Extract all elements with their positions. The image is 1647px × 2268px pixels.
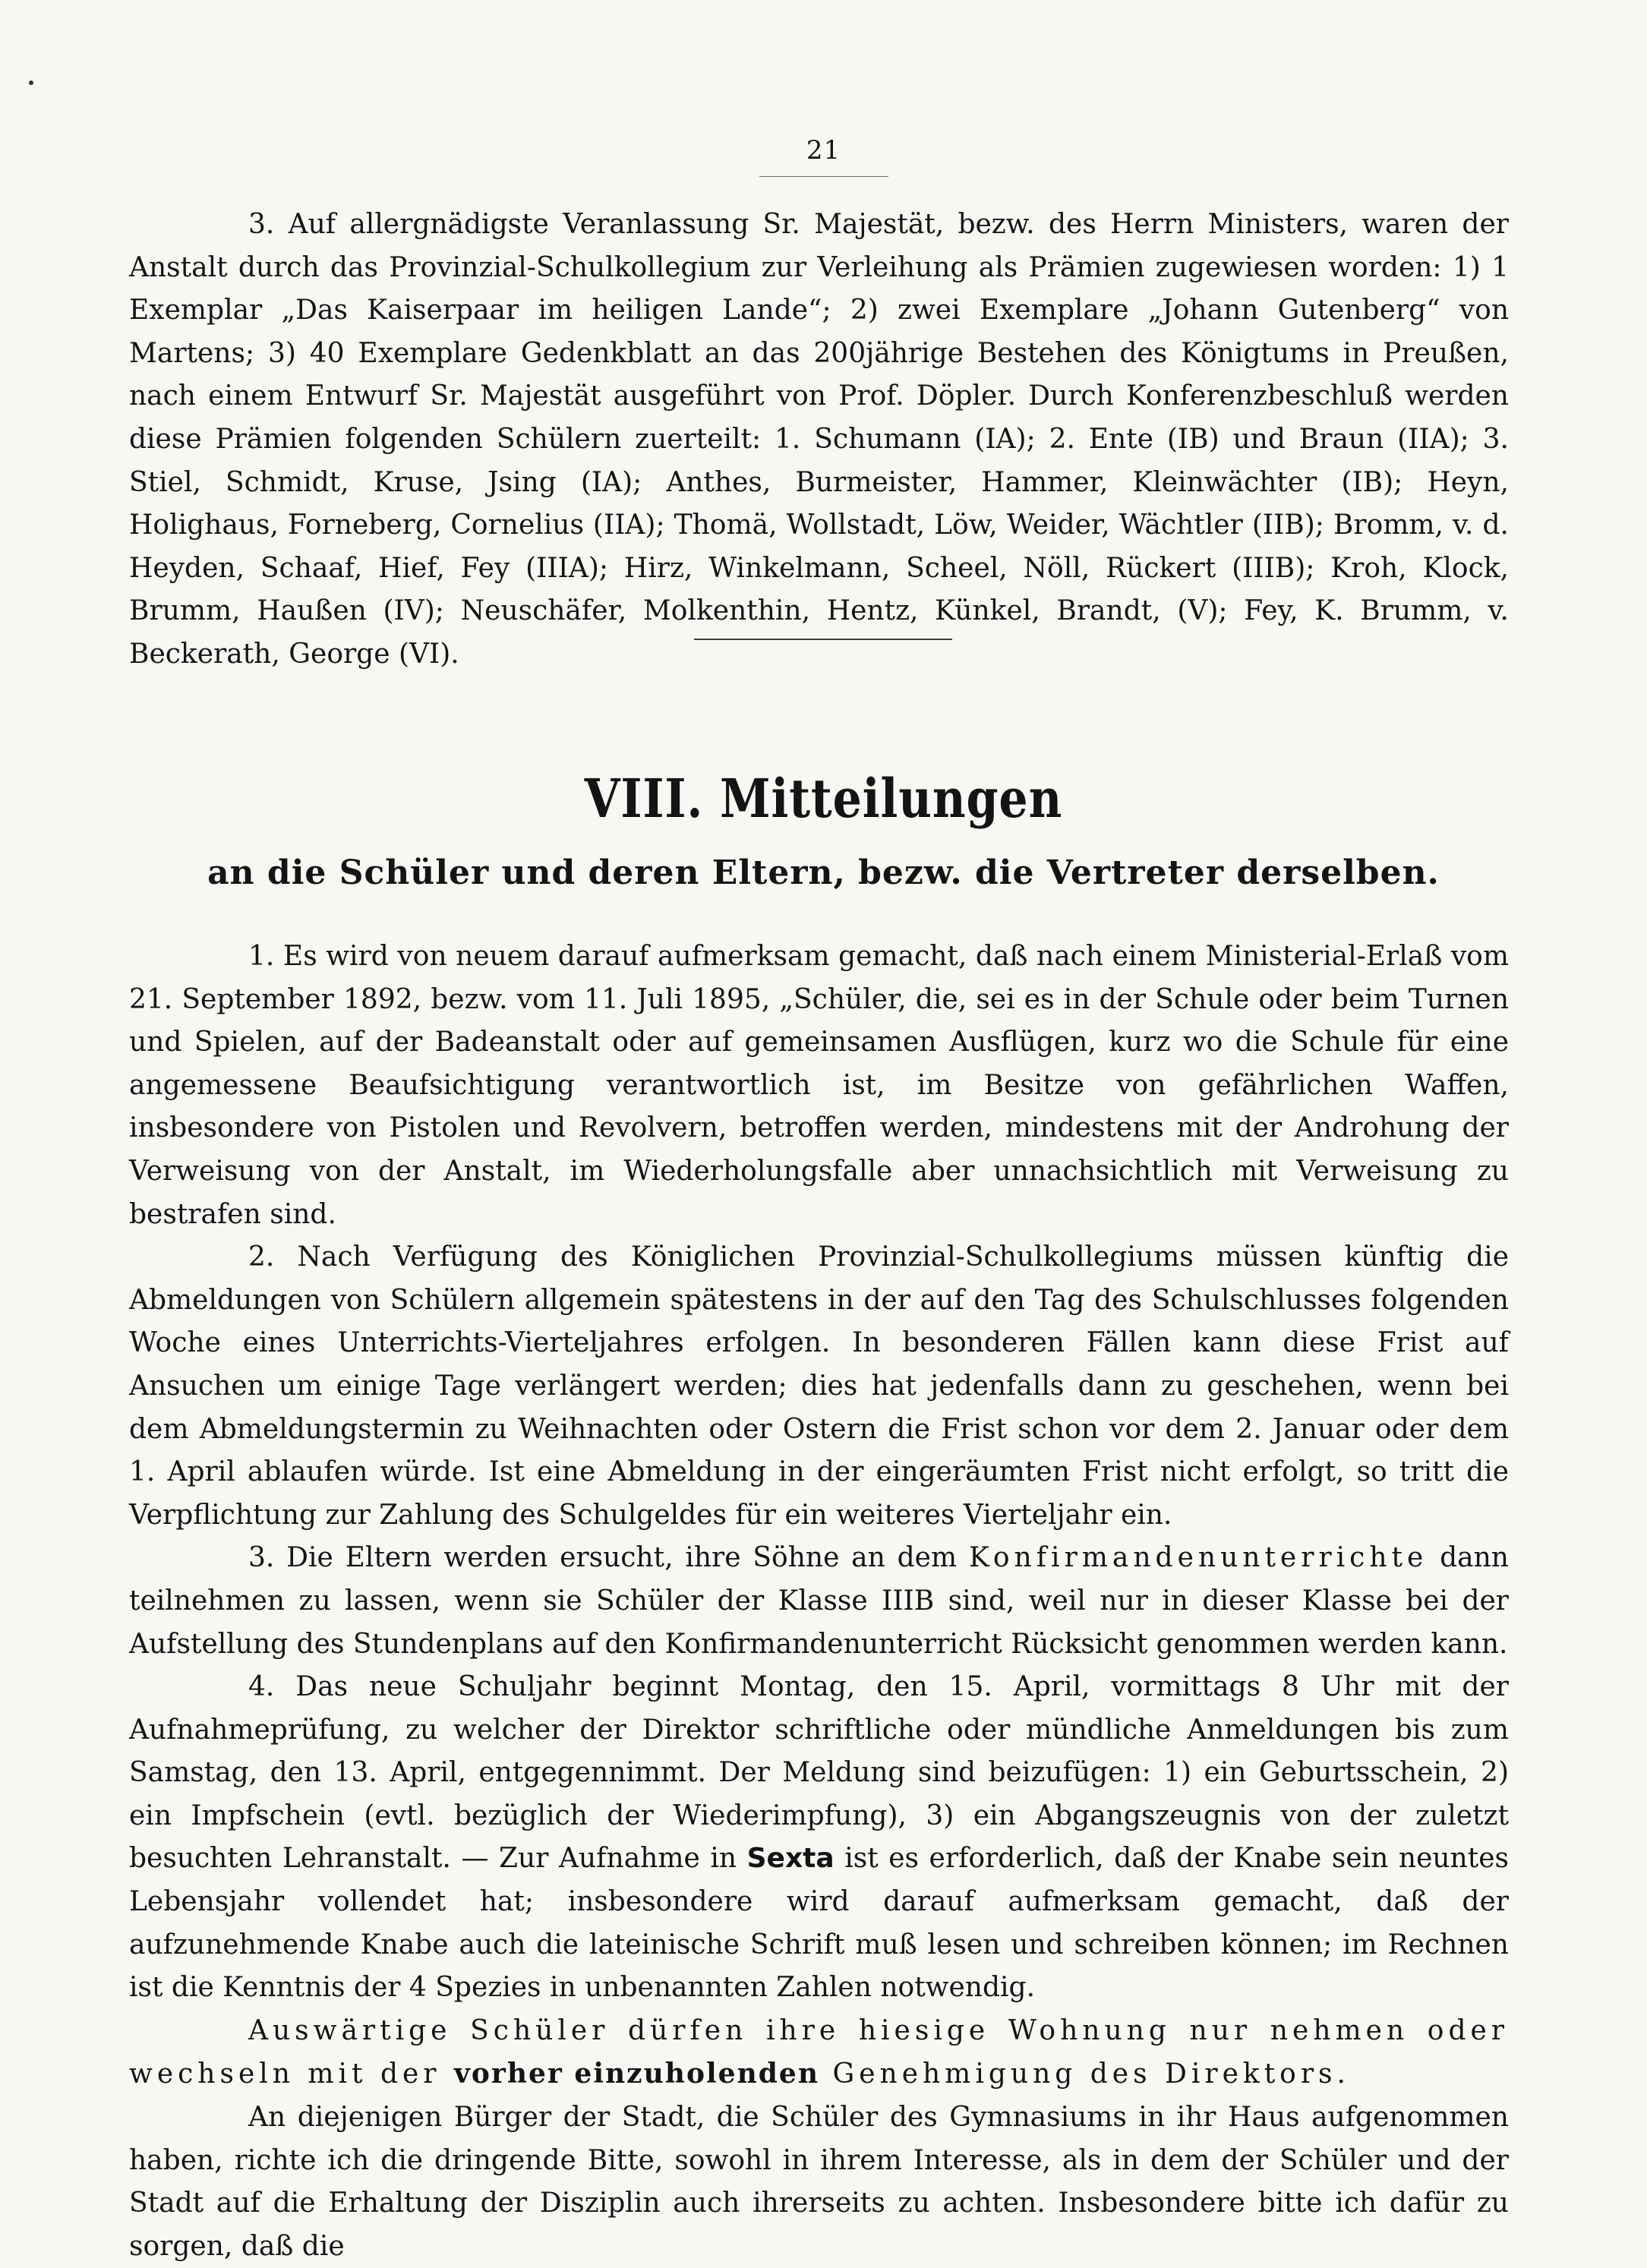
notice-5-text-b: Genehmigung des Direktors. (819, 2058, 1350, 2090)
notice-3-text-a: 3. Die Eltern werden ersucht, ihre Söhne an dem (248, 1542, 969, 1574)
notice-4 (129, 1666, 1509, 2010)
page-number-rule (759, 176, 888, 177)
awards-section (129, 203, 1509, 677)
notice-5-text-a: Auswärtige Schüler dürfen ihre hiesige Wohnung nur nehmen oder wechseln mit der (129, 2014, 1509, 2090)
notice-3-text-b: dann teilnehmen zu lassen, wenn sie Schüler der Klasse IIIB sind, weil nur in dieser Klasse bei der Aufstellung des Stundenplans auf den Konfirmandenunterricht Rücksicht genommen werden kann. (129, 1542, 1509, 1660)
notice-4-text-a: 4. Das neue Schuljahr beginnt Montag, den 15. April, vormittags 8 Uhr mit der Aufnahmeprüfung, zu welcher der Direktor schriftliche oder mündliche Anmeldungen bis zum Samstag, den 13. April, entgegennimmt. Der Meldung sind beizufügen: 1) ein Geburtsschein, 2) ein Impfschein (evtl. bezüglich der Wiederimpfung), 3) ein Abgangszeugnis von der zuletzt besuchten Lehranstalt. — Zur Aufnahme in (129, 1671, 1509, 1875)
notice-3-emphasis: Konfirmandenunterrichte (968, 1542, 1428, 1574)
notice-4-sexta: Sexta (746, 1843, 835, 1875)
notice-4-text-b: ist es erforderlich, daß der Knabe sein neuntes Lebensjahr vollendet hat; insbesondere wird darauf aufmerksam gemacht, daß der aufzunehmende Knabe auch die lateinische Schrift muß lesen und schreiben können; im Rechnen ist die Kenntnis der 4 Spezies in unbenannten Zahlen notwendig. (129, 1843, 1509, 2004)
awards-paragraph: 3. Auf allergnädigste Veranlassung Sr. Majestät, bezw. des Herrn Ministers, waren der Anstalt durch das Provinzial-Schulkollegium zur Verleihung als Prämien zugewiesen worden: 1) 1 Exemplar „Das Kaiserpaar im heiligen Lande“; 2) zwei Exemplare „Johann Gutenberg“ von Martens; 3) 40 Exemplare Gedenkblatt an das 200jährige Bestehen des Königtums in Preußen, nach einem Entwurf Sr. Majestät ausgeführt von Prof. Döpler. Durch Konferenzbeschluß werden diese Prämien folgenden Schülern zuerteilt: 1. Schumann (IA); 2. Ente (IB) und Braun (IIA); 3. Stiel, Schmidt, Kruse, Jsing (IA); Anthes, Burmeister, Hammer, Kleinwächter (IB); Heyn, Holighaus, Forneberg, Cornelius (IIA); Thomä, Wollstadt, Löw, Weider, Wächtler (IIB); Bromm, v. d. Heyden, Schaaf, Hief, Fey (IIIA); Hirz, Winkelmann, Scheel, Nöll, Rückert (IIIB); Kroh, Klock, Brumm, Haußen (IV); Neuschäfer, Molkenthin, Hentz, Künkel, Brandt, (V); Fey, K. Brumm, v. Beckerath, George (VI). (129, 209, 1509, 670)
section-title: VIII. Mitteilungen (584, 767, 1063, 830)
margin-mark (29, 80, 33, 85)
section-subtitle: an die Schüler und deren Eltern, bezw. die Vertreter derselben. (207, 853, 1440, 892)
notices-section (129, 935, 1509, 2268)
page-number: 21 (806, 135, 841, 166)
notice-2: 2. Nach Verfügung des Königlichen Provinzial-Schulkollegiums müssen künftig die Abmeldungen von Schülern allgemein spätestens in der auf den Tag des Schulschlusses folgenden Woche eines Unterrichts-Vierteljahres erfolgen. In besonderen Fällen kann diese Frist auf Ansuchen um einige Tage verlängert werden; dies hat jedenfalls dann zu geschehen, wenn bei dem Abmeldungstermin zu Weihnachten oder Ostern die Frist schon vor dem 2. Januar oder dem 1. April ablaufen würde. Ist eine Abmeldung in der eingeräumten Frist nicht erfolgt, so tritt die Verpflichtung zur Zahlung des Schulgeldes für ein weiteres Vierteljahr ein. (129, 1241, 1509, 1531)
notice-5 (129, 2010, 1509, 2096)
notice-6: An diejenigen Bürger der Stadt, die Schüler des Gymnasiums in ihr Haus aufgenommen haben, richte ich die dringende Bitte, sowohl in ihrem Interesse, als in dem der Schüler und der Stadt auf die Erhaltung der Disziplin auch ihrerseits zu achten. Insbesondere bitte ich dafür zu sorgen, daß die (129, 2102, 1509, 2262)
notice-3 (129, 1537, 1509, 1666)
section-divider (694, 639, 952, 640)
notice-5-bold: vorher einzuholenden (453, 2058, 819, 2090)
notice-1: 1. Es wird von neuem darauf aufmerksam gemacht, daß nach einem Ministerial-Erlaß vom 21. September 1892, bezw. vom 11. Juli 1895, „Schüler, die, sei es in der Schule oder beim Turnen und Spielen, auf der Badeanstalt oder auf gemeinsamen Ausflügen, kurz wo die Schule für eine angemessene Beaufsichtigung verantwortlich ist, im Besitze von gefährlichen Waffen, insbesondere von Pistolen und Revolvern, betroffen werden, mindestens mit der Androhung der Verweisung von der Anstalt, im Wiederholungsfalle aber unnachsichtlich mit Verweisung zu bestrafen sind. (129, 941, 1509, 1230)
